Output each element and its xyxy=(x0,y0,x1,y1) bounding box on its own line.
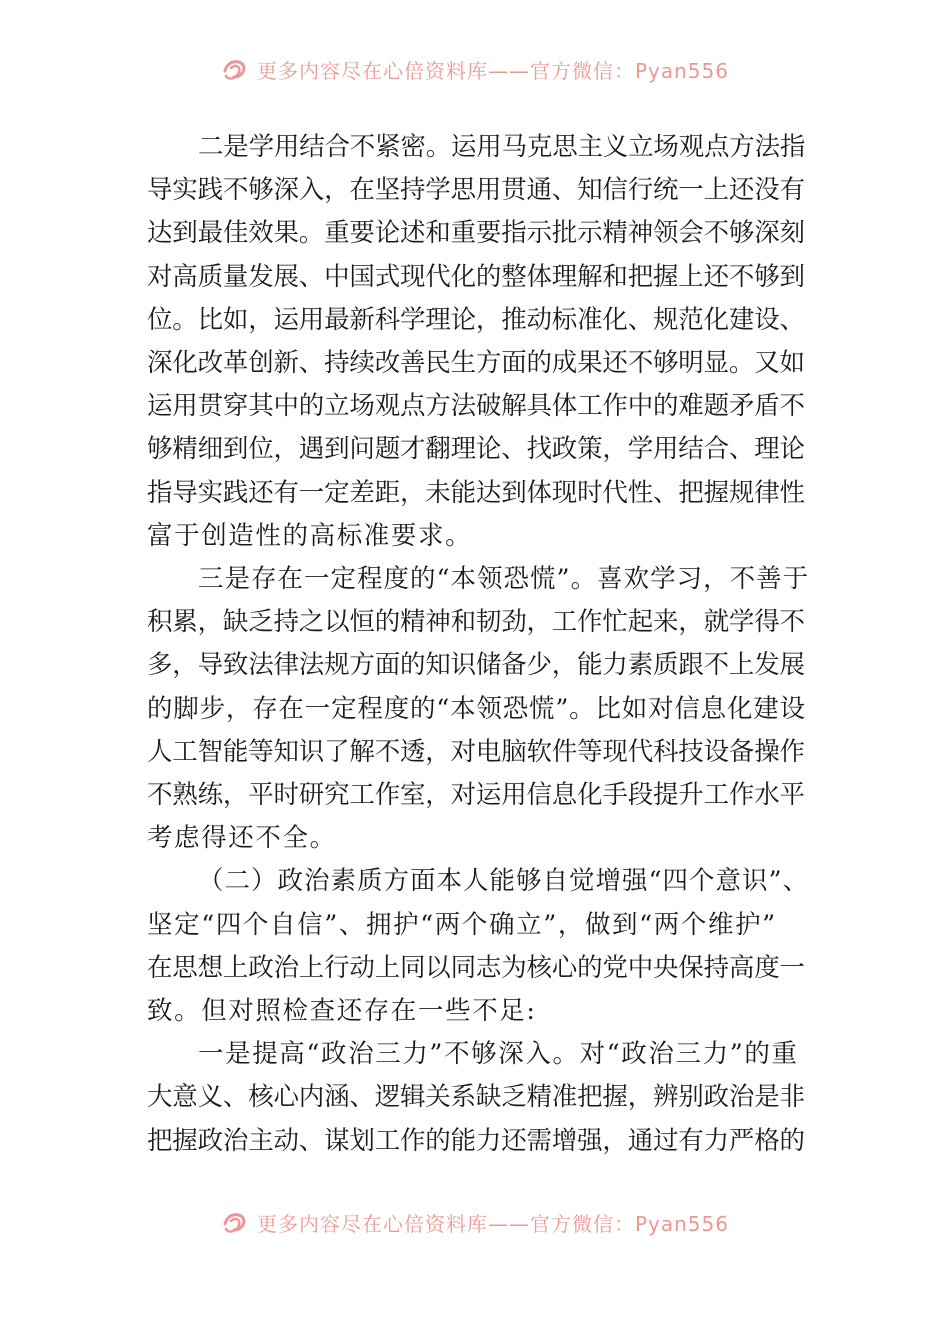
text-line: 位。比如，运用最新科学理论，推动标准化、规范化建设、 xyxy=(147,304,805,335)
text-line: 三是存在一定程度的“本领恐慌”。喜欢学习，不善于 xyxy=(198,564,810,595)
watermark-logo-icon xyxy=(221,55,249,83)
text-line: 二是学用结合不紧密。运用马克思主义立场观点方法指 xyxy=(198,132,806,162)
text-line: （二）政治素质方面本人能够自觉增强“四个意识”、 xyxy=(198,866,810,897)
text-line: 达到最佳效果。重要论述和重要指示批示精神领会不够深刻 xyxy=(147,218,805,249)
watermark-text: 更多内容尽在心倍资料库——官方微信：Pyan556 xyxy=(256,58,729,83)
footer-watermark xyxy=(0,1205,950,1239)
text-line: 大意义、核心内涵、逻辑关系缺乏精准把握，辨别政治是非 xyxy=(147,1082,805,1113)
text-line: 考虑得还不全。 xyxy=(147,823,337,854)
text-line: 不熟练，平时研究工作室，对运用信息化手段提升工作水平 xyxy=(147,780,805,811)
text-line: 的脚步，存在一定程度的“本领恐慌”。比如对信息化建设 xyxy=(147,693,806,724)
watermark-logo-icon xyxy=(221,1208,249,1236)
text-line: 致。但对照检查还存在一些不足: xyxy=(147,996,537,1027)
text-line: 人工智能等知识了解不透，对电脑软件等现代科技设备操作 xyxy=(147,736,805,767)
text-line: 一是提高“政治三力”不够深入。对“政治三力”的重 xyxy=(198,1039,799,1070)
document-body xyxy=(147,126,809,1163)
text-line: 深化改革创新、持续改善民生方面的成果还不够明显。又如 xyxy=(147,348,805,379)
header-watermark xyxy=(0,52,950,86)
text-line: 导实践不够深入，在坚持学思用贯通、知信行统一上还没有 xyxy=(147,175,805,206)
text-line: 在思想上政治上行动上同以同志为核心的党中央保持高度一 xyxy=(147,952,805,983)
watermark-text: 更多内容尽在心倍资料库——官方微信：Pyan556 xyxy=(256,1211,729,1236)
text-line: 把握政治主动、谋划工作的能力还需增强，通过有力严格的 xyxy=(147,1125,805,1156)
text-line: 积累，缺乏持之以恒的精神和韧劲，工作忙起来，就学得不 xyxy=(147,607,805,638)
text-line: 坚定“四个自信”、拥护“两个确立”，做到“两个维护” xyxy=(147,909,777,940)
text-line: 运用贯穿其中的立场观点方法破解具体工作中的难题矛盾不 xyxy=(147,391,805,422)
text-line: 够精细到位，遇到问题才翻理论、找政策，学用结合、理论 xyxy=(147,434,805,465)
text-line: 指导实践还有一定差距，未能达到体现时代性、把握规律性 xyxy=(147,477,805,508)
text-line: 多，导致法律法规方面的知识储备少，能力素质跟不上发展 xyxy=(147,650,805,681)
text-line: 富于创造性的高标准要求。 xyxy=(147,520,473,551)
text-line: 对高质量发展、中国式现代化的整体理解和把握上还不够到 xyxy=(147,261,805,292)
